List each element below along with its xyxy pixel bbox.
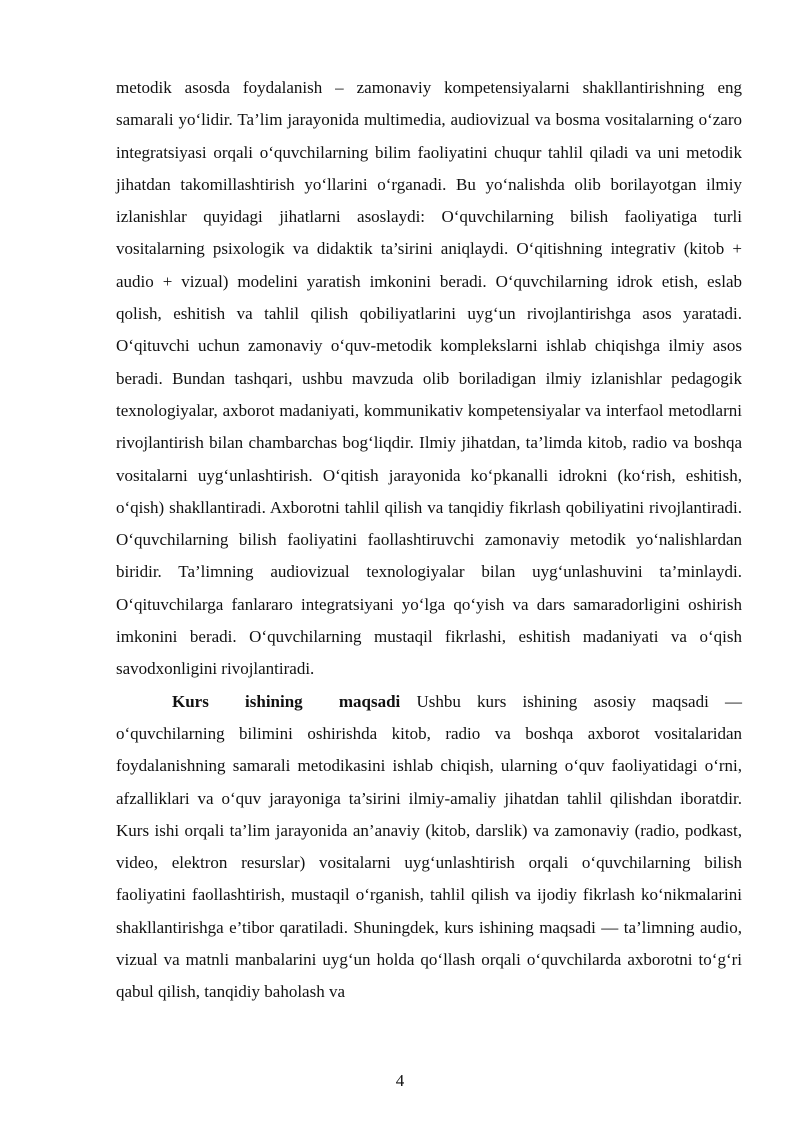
document-page bbox=[116, 72, 742, 1009]
body-paragraph: metodik asosda foydalanish – zamonaviy kompetensiyalarni shakllantirishning eng samarali yo‘lidir. Ta’lim jarayonida multimedia, audiovizual va bosma vositalarning o‘zaro integratsiyasi orqali o‘quvchilarning bilim faoliyatini chuqur tahlil qiladi va uni metodik jihatdan takomillashtirish yo‘llarini o‘rganadi. Bu yo‘nalishda olib borilayotgan ilmiy izlanishlar quyidagi jihatlarni asoslaydi: O‘quvchilarning bilish faoliyatiga turli vositalarning psixologik va didaktik ta’sirini aniqlaydi. O‘qitishning integrativ (kitob + audio + vizual) modelini yaratish imkonini beradi. O‘quvchilarning idrok etish, eslab qolish, eshitish va tahlil qilish qobiliyatlarini uyg‘un rivojlantirishga asos yaratadi. O‘qituvchi uchun zamonaviy o‘quv-metodik komplekslarni ishlab chiqishga ilmiy asos beradi. Bundan tashqari, ushbu mavzuda olib boriladigan ilmiy izlanishlar pedagogik texnologiyalar, axborot madaniyati, kommunikativ kompetensiyalar va interfaol metodlarni rivojlantirish bilan chambarchas bog‘liqdir. Ilmiy jihatdan, ta’limda kitob, radio va boshqa vositalarni uyg‘unlashtirish. O‘qitish jarayonida ko‘pkanalli idrokni (ko‘rish, eshitish, o‘qish) shakllantiradi. Axborotni tahlil qilish va tanqidiy fikrlash qobiliyatini rivojlantiradi. O‘quvchilarning bilish faoliyatini faollashtiruvchi zamonaviy metodik yo‘nalishlardan biridir. Ta’limning audiovizual texnologiyalar bilan uyg‘unlashuvini ta’minlaydi. O‘qituvchilarga fanlararo integratsiyani yo‘lga qo‘yish va dars samaradorligini oshirish imkonini beradi. O‘quvchilarning mustaqil fikrlashi, eshitish madaniyati va o‘qish savodxonligini rivojlantiradi. bbox=[116, 78, 742, 679]
paragraph-text: Ushbu kurs ishining asosiy maqsadi — o‘quvchilarning bilimini oshirishda kitob, radio va boshqa axborot vositalaridan foydalanishning samarali metodikasini ishlab chiqish, ularning o‘quv faoliyatidagi o‘rni, afzalliklari va o‘quv jarayoniga ta’sirini ilmiy-amaliy jihatdan tahlil qilishdan iboratdir. Kurs ishi orqali ta’lim jarayonida an’anaviy (kitob, darslik) va zamonaviy (radio, podkast, video, elektron resurslar) vositalarni uyg‘unlashtirish orqali o‘quvchilarning bilish faoliyatini faollashtirish, mustaqil o‘rganish, tahlil qilish va ijodiy fikrlash ko‘nikmalarini shakllantirishga e’tibor qaratiladi. Shuningdek, kurs ishining maqsadi — ta’limning audio, vizual va matnli manbalarini uyg‘un holda qo‘llash orqali o‘quvchilarda axborotni to‘g‘ri qabul qilish, tanqidiy baholash va bbox=[116, 691, 743, 1002]
page-number: 4 bbox=[395, 1071, 405, 1090]
body-paragraph-with-heading bbox=[116, 686, 742, 1009]
run-in-heading: Kurs ishining maqsadi bbox=[172, 691, 401, 711]
